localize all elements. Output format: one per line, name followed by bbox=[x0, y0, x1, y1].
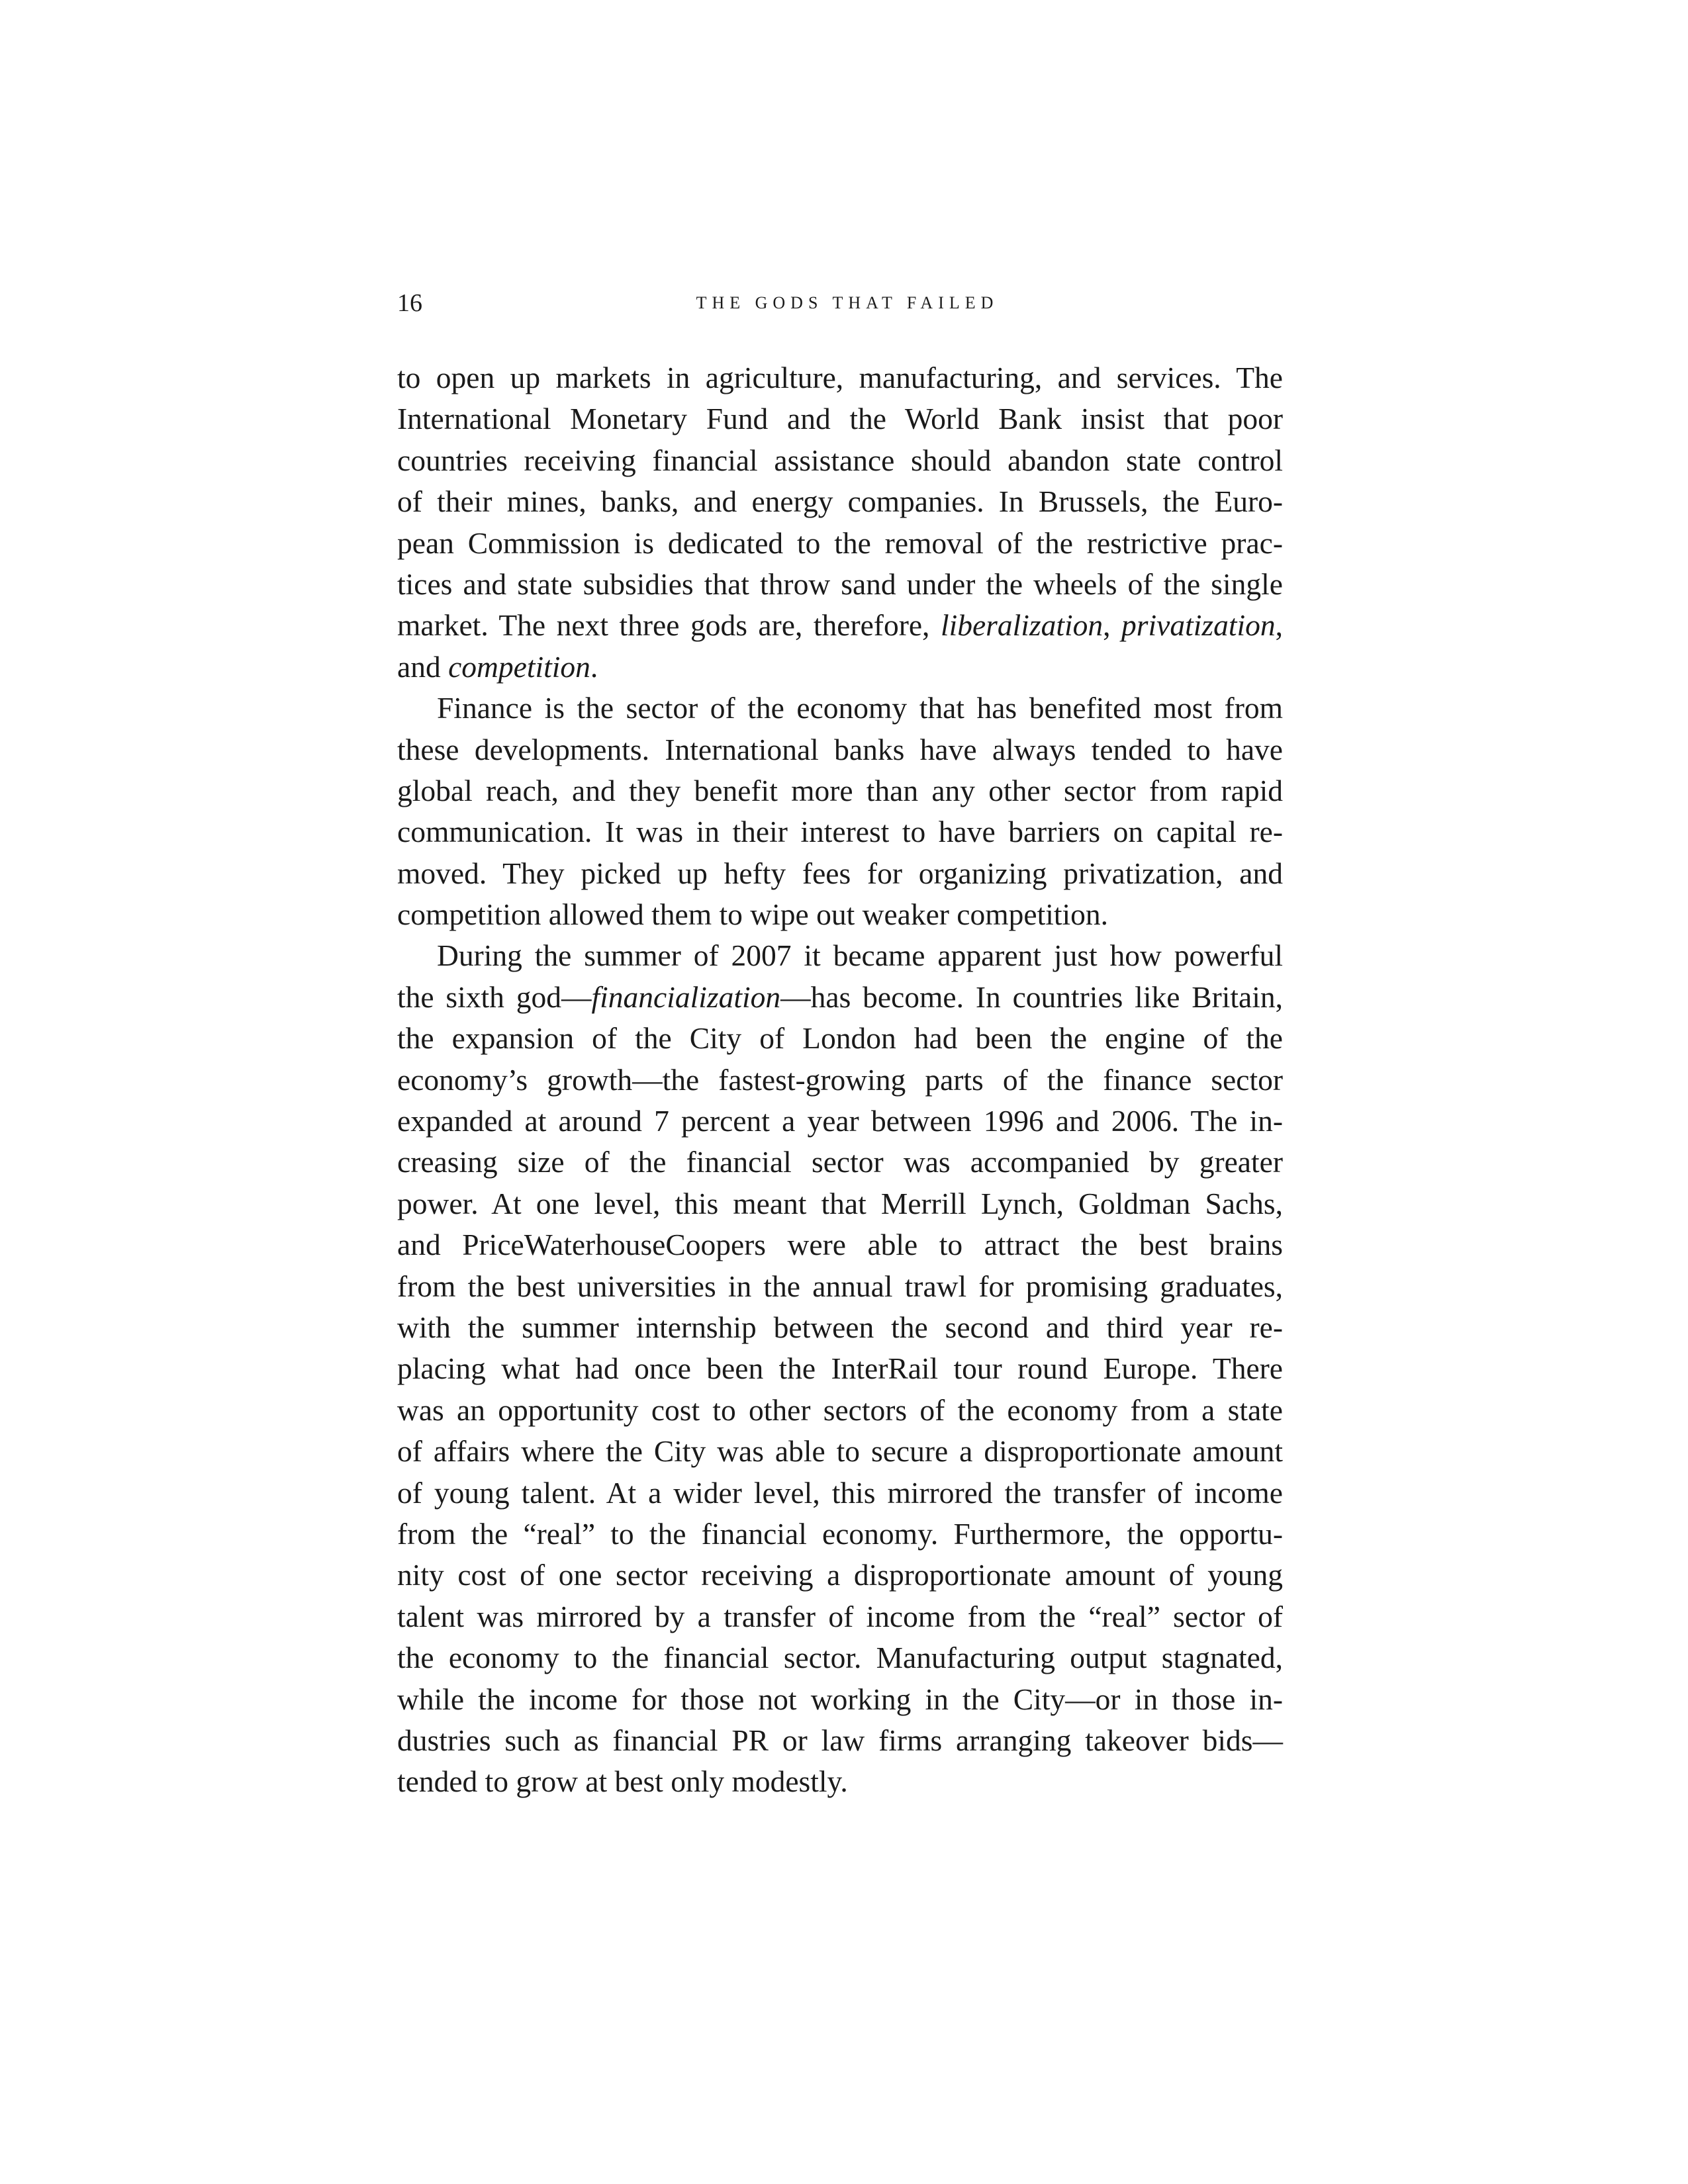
text-line: and PriceWaterhouseCoopers were able to attract the best brains bbox=[397, 1228, 1283, 1262]
text-line: while the income for those not working in the City—or in those in- bbox=[397, 1682, 1283, 1716]
text-line: communication. It was in their interest to have barriers on capital re- bbox=[397, 815, 1283, 849]
text-line: economy’s growth—the fastest-growing parts of the finance sector bbox=[397, 1062, 1283, 1097]
text-run: , bbox=[1275, 608, 1283, 643]
text-line: placing what had once been the InterRail tour round Europe. There bbox=[397, 1351, 1283, 1386]
text-line bbox=[397, 605, 1283, 646]
body-text bbox=[397, 357, 1283, 1803]
italic-term-privatization: privatization bbox=[1121, 608, 1276, 643]
paragraph-3 bbox=[397, 935, 1283, 1802]
text-line bbox=[397, 647, 1283, 688]
text-line bbox=[397, 977, 1283, 1018]
text-line: the economy to the financial sector. Manufacturing output stagnated, bbox=[397, 1641, 1283, 1675]
text-run: market. The next three gods are, therefore, bbox=[397, 608, 941, 643]
paragraph-1 bbox=[397, 357, 1283, 688]
text-line: to open up markets in agriculture, manufacturing, and services. The bbox=[397, 361, 1283, 394]
text-line: countries receiving financial assistance should abandon state control bbox=[397, 443, 1283, 477]
text-line: nity cost of one sector receiving a disproportionate amount of young bbox=[397, 1558, 1283, 1592]
text-run: , bbox=[1103, 608, 1122, 643]
text-line: was an opportunity cost to other sectors of the economy from a state bbox=[397, 1392, 1283, 1427]
text-run: —has become. In countries like Britain, bbox=[780, 979, 1283, 1014]
text-line: tended to grow at best only modestly. bbox=[397, 1764, 848, 1799]
text-line: creasing size of the financial sector was accompanied by greater bbox=[397, 1145, 1283, 1179]
text-line: pean Commission is dedicated to the removal of the restrictive prac- bbox=[397, 525, 1283, 560]
running-title: THE GODS THAT FAILED bbox=[696, 293, 999, 312]
text-line: expanded at around 7 percent a year between 1996 and 2006. The in- bbox=[397, 1104, 1283, 1138]
text-line: the expansion of the City of London had been the engine of the bbox=[397, 1021, 1283, 1056]
running-head bbox=[397, 283, 1283, 323]
text-line: with the summer internship between the second and third year re- bbox=[397, 1310, 1283, 1344]
text-run: and bbox=[397, 649, 449, 684]
paragraph-2 bbox=[397, 688, 1283, 935]
text-line: these developments. International banks have always tended to have bbox=[397, 732, 1283, 766]
text-line: competition allowed them to wipe out weaker competition. bbox=[397, 897, 1109, 932]
text-line: Finance is the sector of the economy that has benefited most from bbox=[437, 691, 1283, 725]
text-run: . bbox=[590, 649, 598, 684]
text-line: dustries such as financial PR or law firms arranging takeover bids— bbox=[397, 1723, 1283, 1757]
italic-term-competition: competition bbox=[448, 649, 590, 684]
page-number: 16 bbox=[397, 289, 422, 317]
text-line: During the summer of 2007 it became apparent just how powerful bbox=[437, 938, 1283, 973]
text-run: the sixth god— bbox=[397, 979, 592, 1014]
text-line: International Monetary Fund and the World Bank insist that poor bbox=[397, 402, 1283, 436]
italic-term-liberalization: liberalization bbox=[940, 608, 1103, 643]
text-line: moved. They picked up hefty fees for organizing privatization, and bbox=[397, 856, 1283, 890]
text-line: of young talent. At a wider level, this mirrored the transfer of income bbox=[397, 1475, 1283, 1510]
italic-term-financialization: financialization bbox=[591, 979, 781, 1014]
text-line: from the best universities in the annual trawl for promising graduates, bbox=[397, 1269, 1283, 1303]
text-line: talent was mirrored by a transfer of income from the “real” sector of bbox=[397, 1599, 1283, 1633]
text-line: from the “real” to the financial economy. Furthermore, the opportu- bbox=[397, 1516, 1283, 1551]
text-line: power. At one level, this meant that Merrill Lynch, Goldman Sachs, bbox=[397, 1186, 1283, 1220]
text-line: global reach, and they benefit more than any other sector from rapid bbox=[397, 773, 1283, 807]
text-line: of their mines, banks, and energy companies. In Brussels, the Euro- bbox=[397, 484, 1283, 519]
text-line: tices and state subsidies that throw sand under the wheels of the single bbox=[397, 567, 1283, 601]
text-line: of affairs where the City was able to secure a disproportionate amount bbox=[397, 1434, 1283, 1469]
